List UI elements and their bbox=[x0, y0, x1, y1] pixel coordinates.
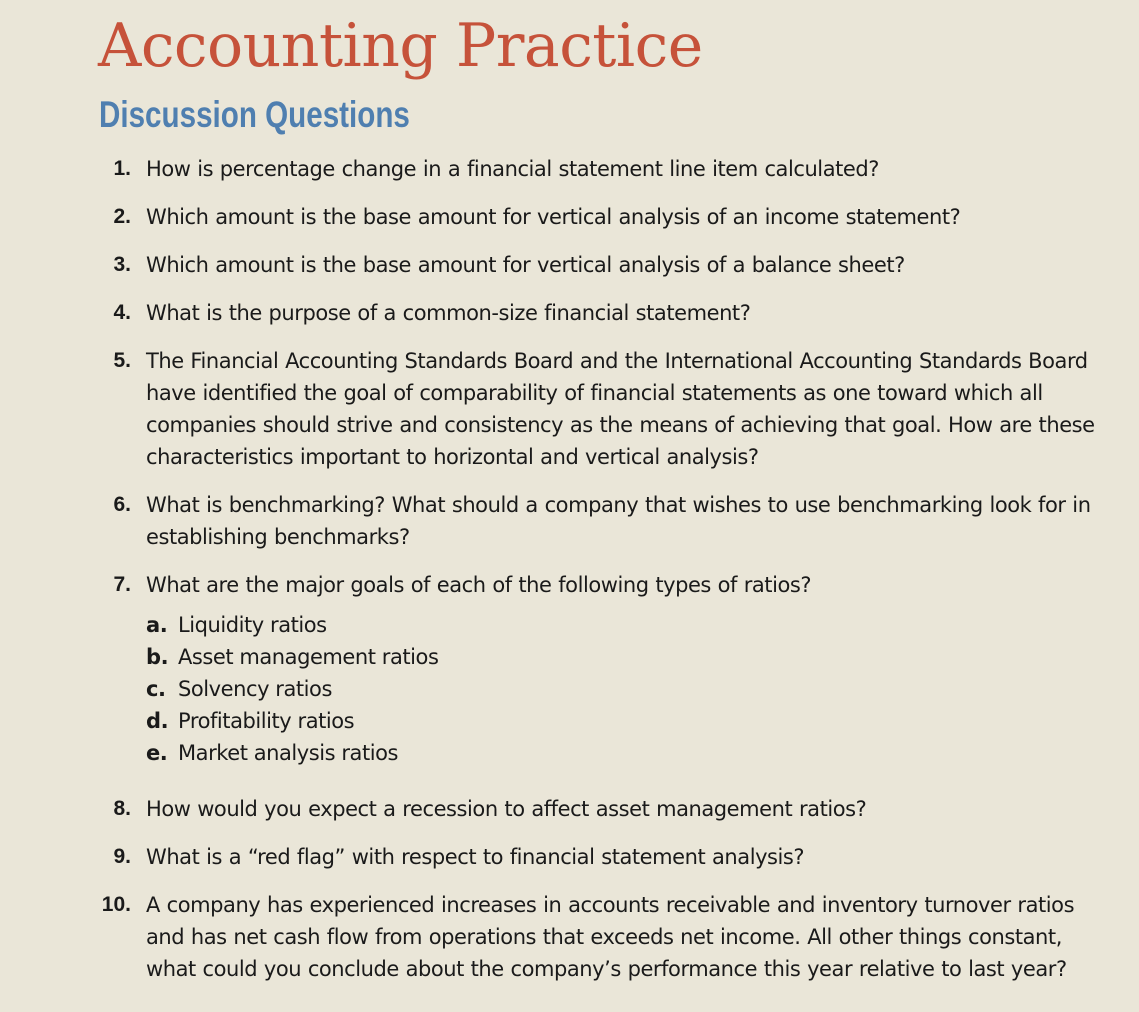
question-text: A company has experienced increases in accounts receivable and inventory turnover ratios and has net cash flow from operations that exceeds net income. All other things constant, what could you conclude about the company’s performance this year relative to last year? bbox=[146, 893, 1075, 981]
question-item-8 bbox=[0, 793, 1139, 825]
question-text: Which amount is the base amount for vertical analysis of an income statement? bbox=[146, 205, 961, 229]
question-item-2 bbox=[0, 201, 1139, 233]
sub-item-text: Solvency ratios bbox=[178, 677, 332, 701]
question-item-6 bbox=[0, 489, 1139, 553]
sub-item-letter: c. bbox=[146, 677, 166, 701]
question-item-1 bbox=[0, 153, 1139, 185]
question-text: What are the major goals of each of the following types of ratios? bbox=[146, 573, 812, 597]
question-text: The Financial Accounting Standards Board and the International Accounting Standards Board have identified the goal of comparability of financial statements as one toward which all companies should strive and consistency as the means of achieving that goal. How are these characteristics important to horizontal and vertical analysis? bbox=[146, 349, 1095, 469]
sub-item-text: Liquidity ratios bbox=[178, 613, 327, 637]
question-number: 3. bbox=[113, 253, 131, 276]
section-title: Discussion Questions bbox=[99, 94, 410, 135]
question-number: 10. bbox=[101, 893, 131, 916]
sub-item-b bbox=[146, 641, 1139, 673]
question-number: 6. bbox=[113, 493, 131, 516]
question-item-3 bbox=[0, 249, 1139, 281]
page-title: Accounting Practice bbox=[98, 11, 703, 81]
question-number: 5. bbox=[113, 349, 131, 372]
sub-item-letter: e. bbox=[146, 741, 168, 765]
sub-item-a bbox=[146, 609, 1139, 641]
question-number: 1. bbox=[113, 157, 131, 180]
sub-item-letter: d. bbox=[146, 709, 169, 733]
sub-item-d bbox=[146, 705, 1139, 737]
sub-item-text: Profitability ratios bbox=[178, 709, 355, 733]
question-number: 4. bbox=[113, 301, 131, 324]
question-item-9 bbox=[0, 841, 1139, 873]
question-number: 8. bbox=[113, 797, 131, 820]
question-list bbox=[0, 153, 1139, 1001]
sub-item-c bbox=[146, 673, 1139, 705]
question-text: How is percentage change in a financial statement line item calculated? bbox=[146, 157, 879, 181]
question-text: What is benchmarking? What should a company that wishes to use benchmarking look for in establishing benchmarks? bbox=[146, 493, 1091, 549]
question-text: What is the purpose of a common-size financial statement? bbox=[146, 301, 751, 325]
sub-item-e bbox=[146, 737, 1139, 769]
question-text: Which amount is the base amount for vertical analysis of a balance sheet? bbox=[146, 253, 905, 277]
question-number: 7. bbox=[113, 573, 131, 596]
sub-item-letter: a. bbox=[146, 613, 168, 637]
sub-question-list bbox=[146, 609, 1139, 769]
sub-item-text: Asset management ratios bbox=[178, 645, 439, 669]
question-text: How would you expect a recession to affect asset management ratios? bbox=[146, 797, 867, 821]
question-item-4 bbox=[0, 297, 1139, 329]
question-item-5 bbox=[0, 345, 1139, 473]
question-item-7 bbox=[0, 569, 1139, 769]
question-number: 9. bbox=[113, 845, 131, 868]
question-text: What is a “red flag” with respect to financial statement analysis? bbox=[146, 845, 805, 869]
sub-item-text: Market analysis ratios bbox=[178, 741, 399, 765]
question-number: 2. bbox=[113, 205, 131, 228]
sub-item-letter: b. bbox=[146, 645, 169, 669]
question-item-10 bbox=[0, 889, 1139, 985]
